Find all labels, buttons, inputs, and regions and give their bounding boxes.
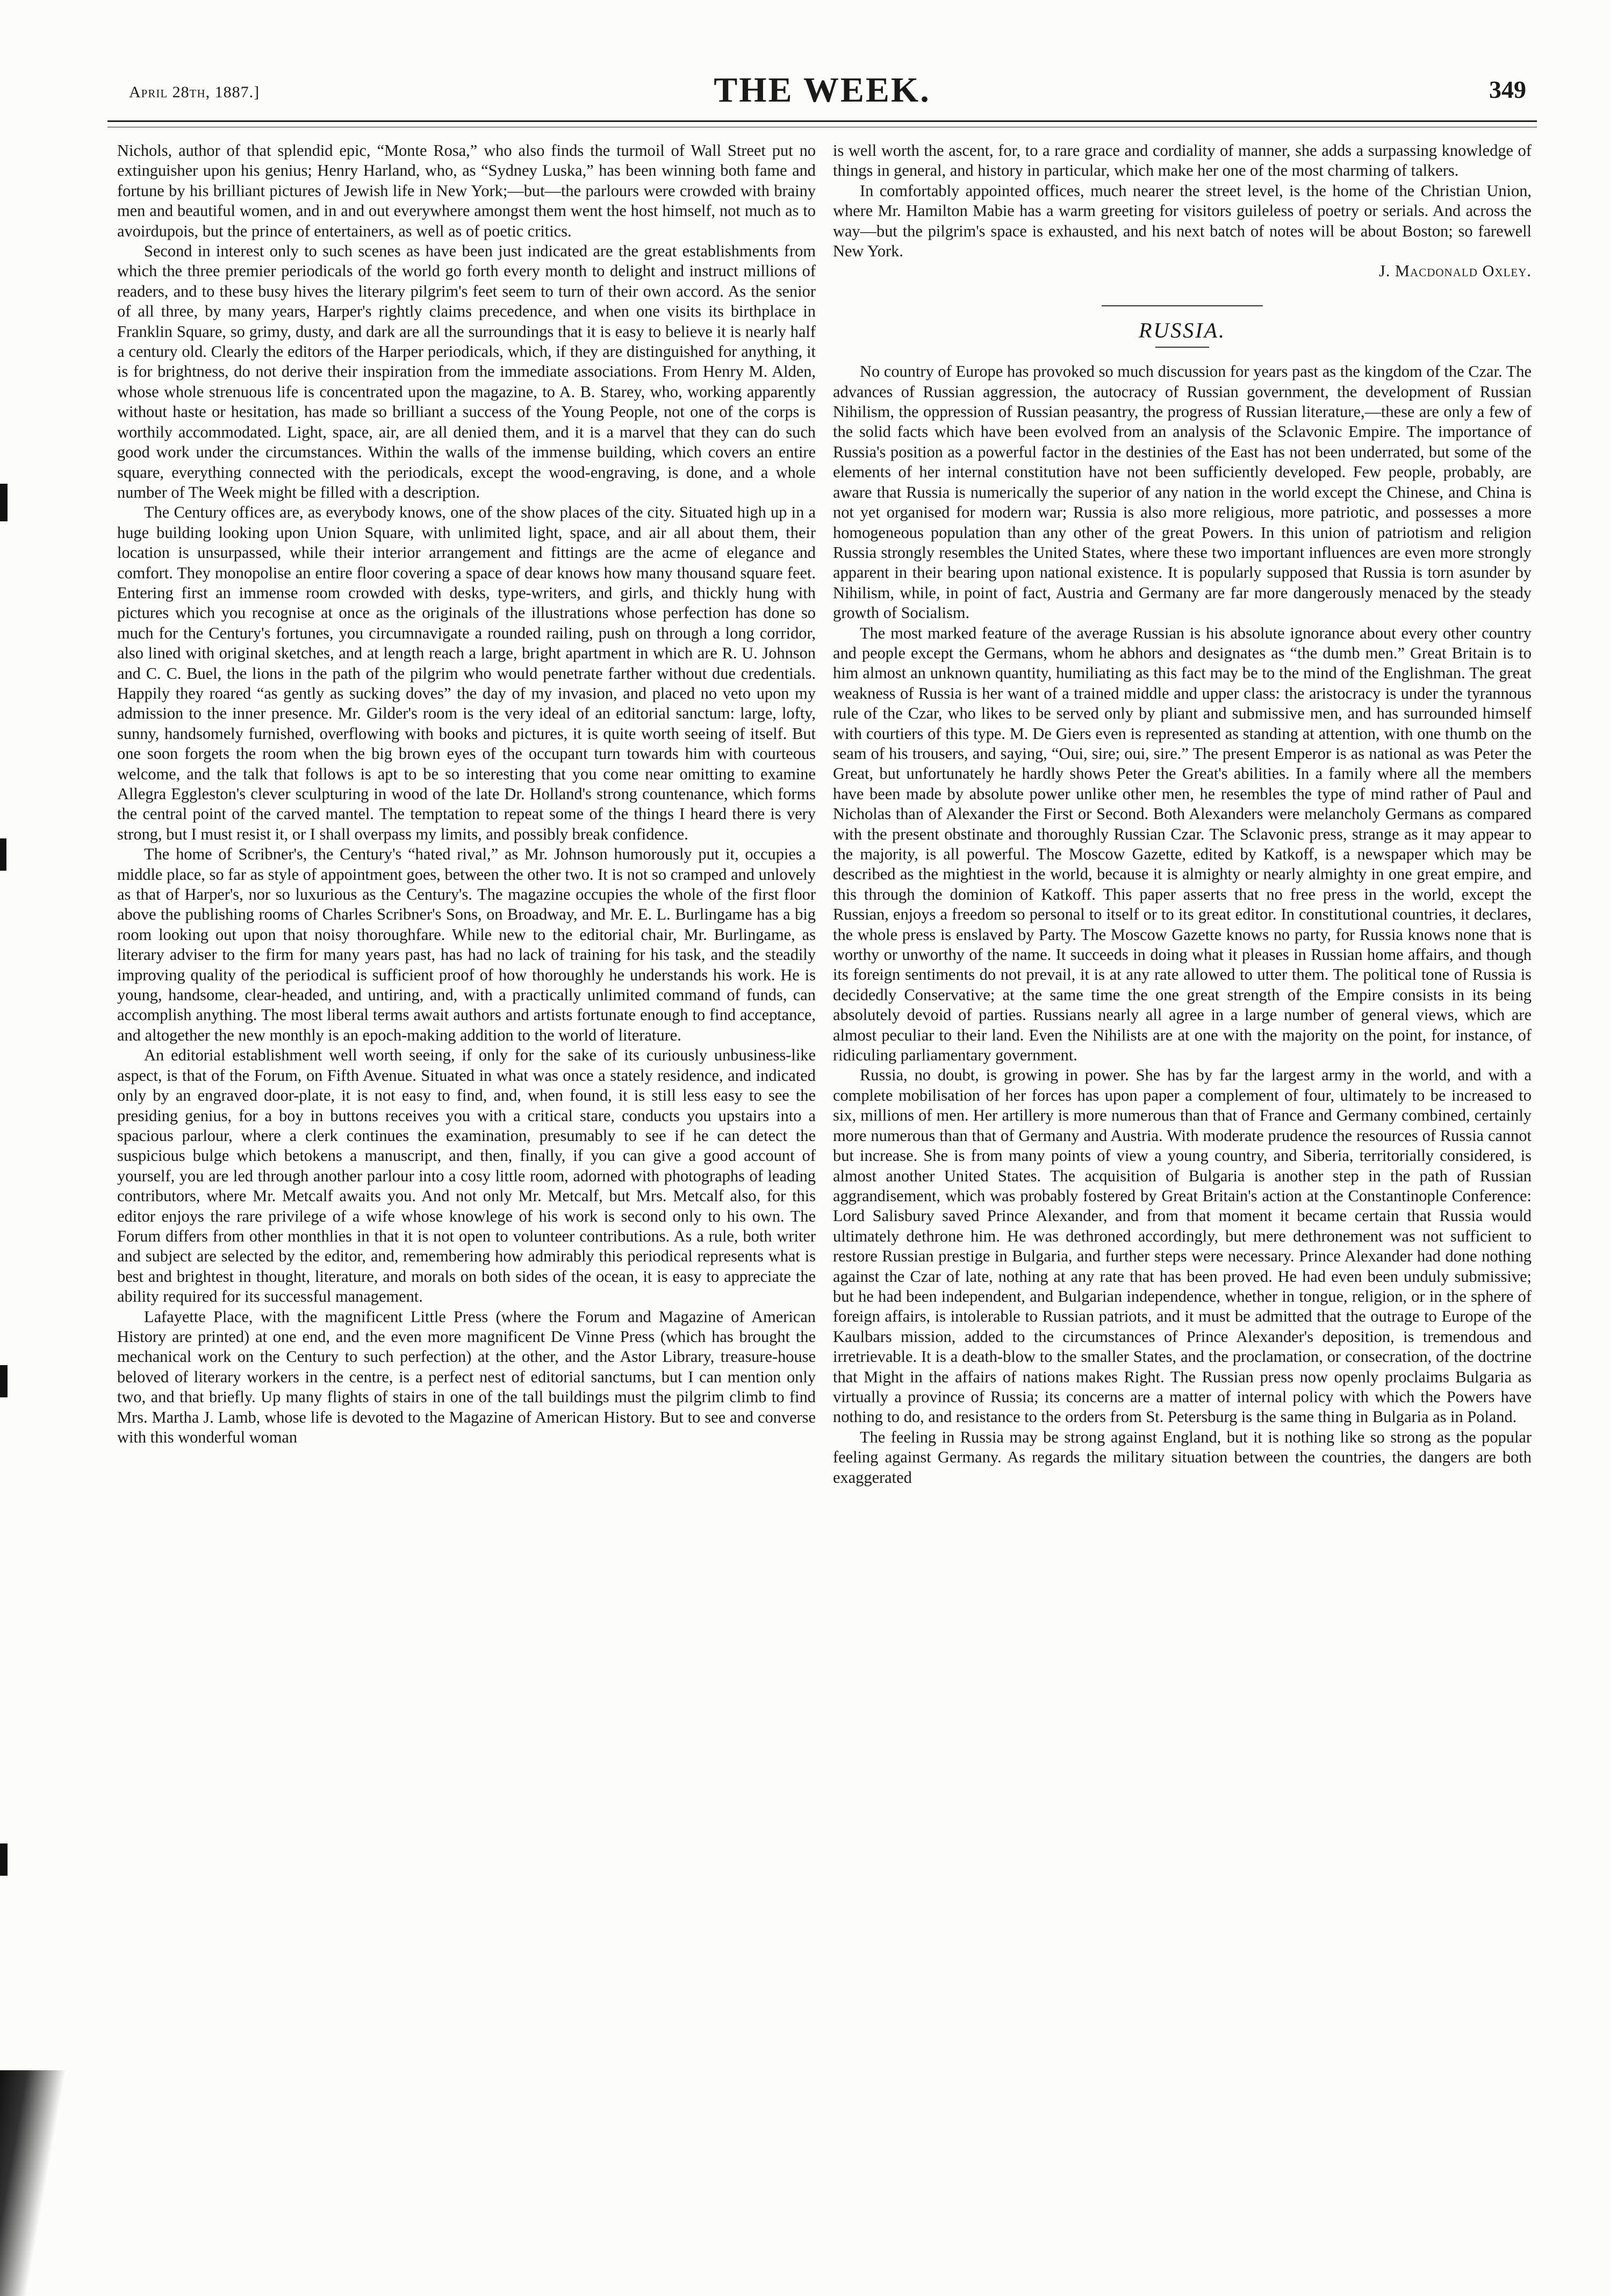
header-rule-top xyxy=(107,120,1537,122)
paragraph: is well worth the ascent, for, to a rare grace and cordiality of manner, she adds a surpassing knowledge of things in general, and history in particular, which make her one of the most charming of talkers. xyxy=(833,141,1532,180)
paragraph: The feeling in Russia may be strong against England, but it is nothing like so strong as the popular feeling against Germany. As regards the military situation between the countries, the dangers are both exaggerated xyxy=(833,1427,1532,1487)
paragraph: The home of Scribner's, the Century's “hated rival,” as Mr. Johnson humorously put it, occupies a middle place, so far as style of appointment goes, between the other two. It is not so cramped and unlovely as that of Harper's, nor so luxurious as the Century's. The magazine occupies the whole of the first floor above the publishing rooms of Charles Scribner's Sons, on Broadway, and Mr. E. L. Burlingame has a big room looking out upon that noisy thoroughfare. While new to the editorial chair, Mr. Burlingame, as literary adviser to the firm for many years past, has had no lack of training for his task, and the steadily improving quality of the periodical is sufficient proof of how thoroughly he understands his work. He is young, handsome, clear-headed, and untiring, and, with a practically unlimited command of funds, can accomplish anything. The most liberal terms await authors and artists fortunate enough to find acceptance, and altogether the new monthly is an epoch-making addition to the world of literature. xyxy=(117,845,816,1044)
paragraph: The Century offices are, as everybody knows, one of the show places of the city. Situated high up in a huge building looking upon Union Square, with unlimited light, space, and air all about them, their location is unsurpassed, while their interior arrangement and fittings are the acme of elegance and comfort. They monopolise an entire floor covering a space of dear knows how many thousand square feet. Entering first an immense room crowded with desks, type-writers, and girls, and thickly hung with pictures which you recognise at once as the originals of the illustrations whose perfection has done so much for the Century's fortunes, you circumnavigate a rounded railing, push on through a long corridor, also lined with original sketches, and at length reach a large, bright apartment in which are R. U. Johnson and C. C. Buel, the lions in the path of the pilgrim who would penetrate farther without due credentials. Happily they roared “as gently as sucking doves” the day of my invasion, and placed no veto upon my admission to the inner presence. Mr. Gilder's room is the very ideal of an editorial sanctum: large, lofty, sunny, handsomely furnished, overflowing with books and pictures, it is quite worth seeing of itself. But one soon forgets the room when the big brown eyes of the occupant turn towards him with courteous welcome, and the talk that follows is apt to be so interesting that you come near omitting to examine Allegra Eggleston's clever sculpturing in wood of the late Dr. Holland's strong countenance, which forms the central point of the carved mantel. The temptation to repeat some of the things I heard there is very strong, but I must resist it, or I shall overpass my limits, and possibly break confidence. xyxy=(117,503,816,843)
paragraph: Second in interest only to such scenes as have been just indicated are the great establishments from which the three premier periodicals of the world go forth every month to delight and instruct millions of readers, and to these busy hives the literary pilgrim's feet seem to turn of their own accord. As the senior of all three, by many years, Harper's rightly claims precedence, and when one visits its birthplace in Franklin Square, so grimy, dusty, and dark are all the surroundings that it is easy to believe it is nearly half a century old. Clearly the editors of the Harper periodicals, which, if they are distinguished for anything, it is for brightness, do not derive their inspiration from the immediate associations. From Henry M. Alden, whose whole strenuous life is concentrated upon the magazine, to A. B. Starey, who, working apparently without haste or hesitation, has made so brilliant a success of the Young People, not one of the corps is worthily accommodated. Light, space, air, are all denied them, and it is a marvel that they can do such good work under the circumstances. Within the walls of the immense building, which covers an entire square, everything connected with the periodicals, except the wood-engraving, is done, and a whole number of The Week might be filled with a description. xyxy=(117,242,816,501)
right-column xyxy=(833,141,1532,1488)
binding-mark xyxy=(0,484,8,521)
section-divider xyxy=(1102,305,1263,306)
paragraph: Lafayette Place, with the magnificent Little Press (where the Forum and Magazine of American History are printed) at one end, and the even more magnificent De Vinne Press (which has brought the mechanical work on the Century to such perfection) at the other, and the Astor Library, treasure-house beloved of literary workers in the centre, is a perfect nest of editorial sanctums, but I can mention only two, and that briefly. Up many flights of stairs in one of the tall buildings must the pilgrim climb to find Mrs. Martha J. Lamb, whose life is devoted to the Magazine of American History. But to see and converse with this wonderful woman xyxy=(117,1307,816,1446)
binding-mark xyxy=(0,1843,8,1876)
paragraph: Russia, no doubt, is growing in power. She has by far the largest army in the world, and with a complete mobilisation of her forces has upon paper a complement of four, ultimately to be increased to six, millions of men. Her artillery is more numerous than that of France and Germany combined, certainly more numerous than that of Germany and Austria. With moderate prudence the resources of Russia cannot but increase. She is from many points of view a young country, and Siberia, territorially considered, is almost another United States. The acquisition of Bulgaria is another step in the path of Russian aggrandisement, which was probably fostered by Great Britain's action at the Constantinople Conference: Lord Salisbury saved Prince Alexander, and from that moment it became certain that Russia would ultimately dethrone him. He was dethroned accordingly, but mere dethronement was not sufficient to restore Russian prestige in Bulgaria, and further steps were necessary. Prince Alexander had done nothing against the Czar of late, nothing at any rate that has been proved. He had even been unduly submissive; but he had been independent, and Bulgarian independence, whether in tongue, religion, or in the sphere of foreign affairs, is intolerable to Russian patriots, and it must be admitted that the outrage to Europe of the Kaulbars mission, added to the circumstances of Prince Alexander's deposition, is tremendous and irretrievable. It is a death-blow to the smaller States, and the proclamation, or consecration, of the doctrine that Might in the affairs of nations makes Right. The Russian press now openly proclaims Bulgaria as virtually a province of Russia; its concerns are a matter of internal policy with which the Powers have nothing to do, and resistance to the orders from St. Petersburg is the same thing in Bulgaria as in Poland. xyxy=(833,1066,1532,1426)
masthead-title: THE WEEK. xyxy=(714,70,931,110)
author-signature xyxy=(833,261,1532,281)
page-header xyxy=(107,70,1537,118)
section-heading: RUSSIA. xyxy=(1138,318,1226,342)
page-corner-shadow xyxy=(0,2070,70,2296)
paragraph: Nichols, author of that splendid epic, “Monte Rosa,” who also finds the turmoil of Wall Street put no extinguisher upon his genius; Henry Harland, who, as “Sydney Luska,” has been winning both fame and fortune by his brilliant pictures of Jewish life in New York;—but—the parlours were crowded with brainy men and beautiful women, and in and out everywhere amongst them went the host himself, not much as to avoirdupois, but the prince of entertainers, as well as of poetic critics. xyxy=(117,141,816,240)
paragraph: In comfortably appointed offices, much nearer the street level, is the home of the Christian Union, where Mr. Hamilton Mabie has a warm greeting for visitors guileless of poetry or serials. And across the way—but the pilgrim's space is exhausted, and his next batch of notes will be about Boston; so farewell New York. xyxy=(833,181,1532,261)
paragraph: The most marked feature of the average Russian is his absolute ignorance about every other country and people except the Germans, whom he abhors and designates as “the dumb men.” Great Britain is to him almost an unknown quantity, humiliating as this fact may be to the mind of the Englishman. The great weakness of Russia is her want of a trained middle and upper class: the aristocracy is under the tyrannous rule of the Czar, who likes to be served only by pliant and submissive men, and has surrounded himself with courtiers of this type. M. De Giers even is represented as standing at attention, with one thumb on the seam of his trousers, and saying, “Oui, sire; oui, sire.” The present Emperor is as national as was Peter the Great, but unfortunately he hardly shows Peter the Great's abilities. In a family where all the members have been made by absolute power unlike other men, he resembles the type of mind rather of Paul and Nicholas than of Alexander the First or Second. Both Alexanders were melancholy Germans as compared with the present obstinate and thoroughly Russian Czar. The Sclavonic press, strange as it may appear to the majority, is all powerful. The Moscow Gazette, edited by Katkoff, is a newspaper which may be described as the mightiest in the world, because it is almighty or nearly almighty in one great empire, and this through the dominion of Katkoff. This paper asserts that no free press in the world, except the Russian, enjoys a freedom so personal to itself or to its great editor. In constitutional countries, it declares, the whole press is enslaved by Party. The Moscow Gazette knows no party, for Russia knows none that is worthy or unworthy of the name. It succeeds in doing what it pleases in Russian home affairs, and though its foreign sentiments do not prevail, it is at any rate allowed to utter them. The political tone of Russia is decidedly Conservative; at the same time the one great strength of the Empire consists in its being absolutely devoid of parties. Russians nearly all agree in a large number of general views, which are almost peculiar to their land. Even the Nihilists are at one with the majority on the point, for instance, of ridiculing parliamentary government. xyxy=(833,623,1532,1065)
section-divider-short xyxy=(1155,347,1209,348)
paragraph: An editorial establishment well worth seeing, if only for the sake of its curiously unbusiness-like aspect, is that of the Forum, on Fifth Avenue. Situated in what was once a stately residence, and indicated only by an engraved door-plate, it is not easy to find, and, when found, it is still less easy to see the presiding genius, for a boy in buttons receives you with a critical stare, conducts you upstairs into a spacious parlour, where a clerk continues the examination, presumably to see if he can detect the suspicious bulge which betokens a manuscript, and then, finally, if you can give a good account of yourself, you are led through another parlour into a cosy little room, adorned with photographs of leading contributors, where Mr. Metcalf awaits you. And not only Mr. Metcalf, but Mrs. Metcalf also, for this editor enjoys the rare privilege of a wife whose knowlege of his work is second only to his own. The Forum differs from other monthlies in that it is not open to volunteer contributions. As a rule, both writer and subject are selected by the editor, and, remembering how admirably this periodical represents what is best and brightest in thought, literature, and morals on both sides of the ocean, it is easy to appreciate the ability required for its successful management. xyxy=(117,1046,816,1306)
binding-mark xyxy=(0,1365,8,1397)
author-name: J. Macdonald Oxley. xyxy=(1378,262,1532,281)
left-column xyxy=(117,141,816,1447)
issue-date: April 28th, 1887.] xyxy=(129,83,260,101)
page-number: 349 xyxy=(1489,76,1526,103)
paragraph: No country of Europe has provoked so much discussion for years past as the kingdom of the Czar. The advances of Russian aggression, the autocracy of Russian government, the development of Russian Nihilism, the oppression of Russian peasantry, the progress of Russian literature,—these are only a few of the solid facts which have been evolved from an analysis of the Sclavonic Empire. The importance of Russia's position as a powerful factor in the destinies of the East has not been underrated, but some of the elements of her internal constitution have not been sufficiently developed. Few people, probably, are aware that Russia is numerically the superior of any nation in the world except the Chinese, and China is not yet organised for modern war; Russia is also more religious, more patriotic, and possesses a more homogeneous population than any other of the great Powers. In this union of patriotism and religion Russia strongly resembles the United States, where these two important influences are even more strongly apparent in their bearing upon national existence. It is popularly supposed that Russia is torn asunder by Nihilism, while, in point of fact, Austria and Germany are far more dangerously menaced by the steady growth of Socialism. xyxy=(833,362,1532,622)
binding-mark xyxy=(0,838,6,871)
